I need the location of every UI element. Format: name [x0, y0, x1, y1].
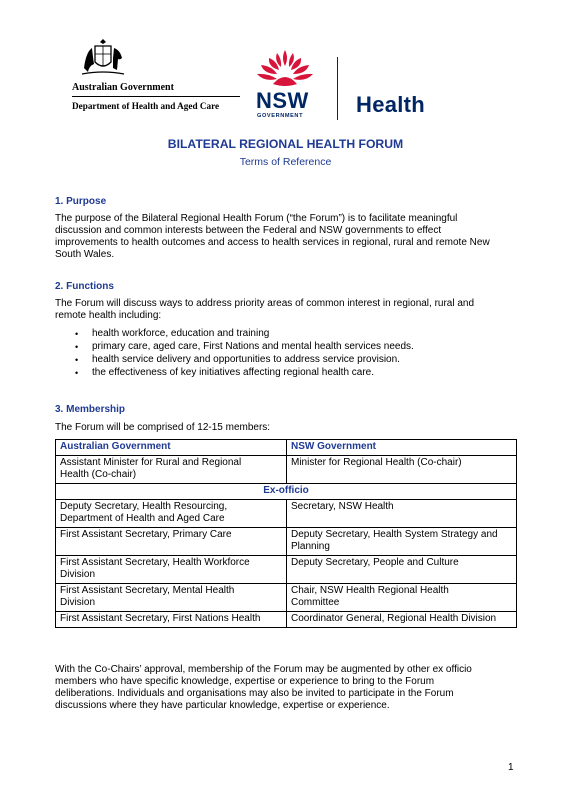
table-cell [287, 528, 517, 556]
paragraph-line: The purpose of the Bilateral Regional Health Forum (“the Forum”) is to facilitate meaningful [55, 213, 458, 224]
cell-line: Health (Co-chair) [60, 469, 137, 480]
bullet-icon: • [75, 342, 79, 352]
cell-line: First Assistant Secretary, Primary Care [60, 529, 232, 540]
cell-line: Deputy Secretary, Health System Strategy and [291, 529, 498, 540]
cell-line: First Assistant Secretary, Health Workforce [60, 557, 250, 568]
header-rule [72, 96, 240, 97]
department-name: Department of Health and Aged Care [72, 101, 220, 111]
paragraph-line: members who have specific knowledge, expertise or experience to bring to the Forum [55, 676, 435, 687]
cell-line: Secretary, NSW Health [291, 501, 394, 512]
table-cell [56, 456, 287, 484]
table-cell [56, 500, 287, 528]
paragraph-line: With the Co-Chairs’ approval, membership of the Forum may be augmented by other ex officio [55, 664, 472, 675]
purpose-heading: 1. Purpose [55, 196, 107, 207]
paragraph-line: deliberations. Individuals and organisations may also be invited to participate in the Forum [55, 688, 454, 699]
membership-table [55, 439, 517, 628]
australian-government-name: Australian Government [72, 82, 174, 93]
cell-line: Planning [291, 541, 330, 552]
cell-line: Division [60, 569, 96, 580]
functions-heading: 2. Functions [55, 281, 114, 292]
cell-line: Deputy Secretary, People and Culture [291, 557, 459, 568]
paragraph-line: discussion and common interests between the Federal and NSW governments to effect [55, 225, 442, 236]
purpose-paragraph [55, 213, 490, 261]
cell-line: Assistant Minister for Rural and Regional [60, 457, 242, 468]
cell-line: Deputy Secretary, Health Resourcing, [60, 501, 228, 512]
table-header-cell: Australian Government [56, 440, 287, 456]
waratah-logo-icon [255, 48, 315, 92]
document-title: BILATERAL REGIONAL HEALTH FORUM [167, 137, 404, 151]
table-header-row [56, 440, 517, 456]
table-row [56, 500, 517, 528]
table-cell [287, 584, 517, 612]
membership-heading: 3. Membership [55, 404, 126, 415]
page-number: 1 [508, 762, 514, 773]
function-bullet-item: health workforce, education and training [92, 328, 270, 339]
table-cell [56, 528, 287, 556]
bullet-icon: • [75, 368, 79, 378]
ex-officio-label: Ex-officio [56, 484, 517, 500]
cell-line: Division [60, 597, 96, 608]
table-cell [287, 456, 517, 484]
document-subtitle: Terms of Reference [239, 156, 332, 168]
paragraph-line: The Forum will discuss ways to address priority areas of common interest in regional, rural and [55, 298, 475, 309]
table-cell [287, 556, 517, 584]
function-bullet-item: health service delivery and opportunities to address service provision. [92, 354, 400, 365]
cell-line: Department of Health and Aged Care [60, 513, 225, 524]
paragraph-line: remote health including: [55, 310, 162, 321]
table-cell [287, 612, 517, 628]
table-cell [56, 584, 287, 612]
cell-line: Chair, NSW Health Regional Health [291, 585, 449, 596]
function-bullet-item: the effectiveness of key initiatives affecting regional health care. [92, 367, 375, 378]
table-row [56, 584, 517, 612]
health-wordmark: Health [356, 92, 426, 117]
cell-line: Minister for Regional Health (Co-chair) [291, 457, 462, 468]
paragraph-line: South Wales. [55, 249, 115, 260]
logo-divider [337, 57, 338, 120]
ex-officio-row [56, 484, 517, 500]
cell-line: First Assistant Secretary, First Nations Health [60, 613, 261, 624]
function-bullet-item: primary care, aged care, First Nations and mental health services needs. [92, 341, 414, 352]
cell-line: Coordinator General, Regional Health Division [291, 613, 497, 624]
table-row [56, 456, 517, 484]
membership-intro: The Forum will be comprised of 12-15 members: [55, 422, 271, 433]
nsw-wordmark: NSW [256, 88, 309, 113]
bullet-icon: • [75, 355, 79, 365]
table-row [56, 528, 517, 556]
table-cell [56, 612, 287, 628]
cell-line: First Assistant Secretary, Mental Health [60, 585, 235, 596]
nsw-government-label: GOVERNMENT [257, 113, 304, 119]
paragraph-line: discussions where they have particular knowledge, expertise or experience. [55, 700, 390, 711]
table-row [56, 556, 517, 584]
bullet-icon: • [75, 329, 79, 339]
coat-of-arms-icon [80, 38, 126, 78]
table-row [56, 612, 517, 628]
table-header-cell: NSW Government [287, 440, 517, 456]
cell-line: Committee [291, 597, 340, 608]
paragraph-line: improvements to health outcomes and access to health services in regional, rural and remote New [55, 237, 490, 248]
table-cell [56, 556, 287, 584]
table-cell [287, 500, 517, 528]
functions-paragraph [55, 298, 474, 322]
membership-closing-paragraph [55, 664, 472, 712]
